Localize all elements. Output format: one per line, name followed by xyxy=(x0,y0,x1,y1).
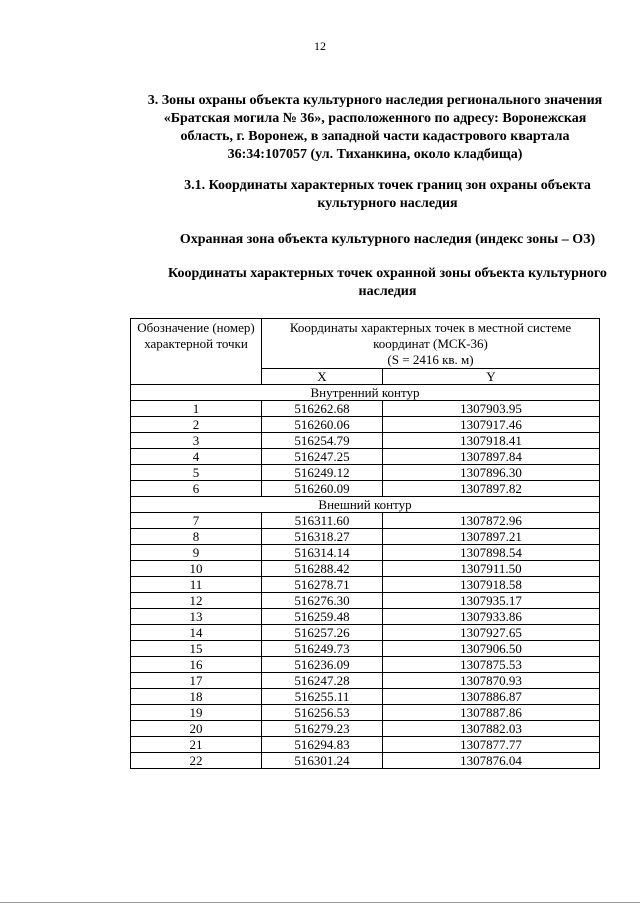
point-number-cell: 12 xyxy=(131,593,262,609)
x-coordinate-cell: 516260.06 xyxy=(262,417,383,433)
header-y: Y xyxy=(383,369,600,385)
header-coords-cell xyxy=(262,319,600,369)
y-coordinate-cell: 1307918.58 xyxy=(383,577,600,593)
y-coordinate-cell: 1307872.96 xyxy=(383,513,600,529)
table-row xyxy=(131,433,600,449)
x-coordinate-cell: 516247.25 xyxy=(262,449,383,465)
point-number-cell: 20 xyxy=(131,721,262,737)
y-coordinate-cell: 1307897.82 xyxy=(383,481,600,497)
y-coordinate-cell: 1307882.03 xyxy=(383,721,600,737)
y-coordinate-cell: 1307886.87 xyxy=(383,689,600,705)
table-row xyxy=(131,561,600,577)
table-row xyxy=(131,737,600,753)
x-coordinate-cell: 516255.11 xyxy=(262,689,383,705)
point-number-cell: 14 xyxy=(131,625,262,641)
table-row xyxy=(131,641,600,657)
x-coordinate-cell: 516288.42 xyxy=(262,561,383,577)
coordinates-table xyxy=(130,318,600,769)
y-coordinate-cell: 1307897.21 xyxy=(383,529,600,545)
x-coordinate-cell: 516314.14 xyxy=(262,545,383,561)
table-header-row xyxy=(131,319,600,369)
header-x: X xyxy=(262,369,383,385)
y-coordinate-cell: 1307918.41 xyxy=(383,433,600,449)
y-coordinate-cell: 1307903.95 xyxy=(383,401,600,417)
x-coordinate-cell: 516254.79 xyxy=(262,433,383,449)
table-row xyxy=(131,417,600,433)
point-number-cell: 19 xyxy=(131,705,262,721)
table-row xyxy=(131,657,600,673)
point-number-cell: 21 xyxy=(131,737,262,753)
table-row xyxy=(131,449,600,465)
page-bottom-rule xyxy=(0,902,640,903)
contour-label-row xyxy=(131,385,600,401)
y-coordinate-cell: 1307875.53 xyxy=(383,657,600,673)
point-number-cell: 3 xyxy=(131,433,262,449)
x-coordinate-cell: 516311.60 xyxy=(262,513,383,529)
point-number-cell: 4 xyxy=(131,449,262,465)
header-coords-line1: Координаты характерных точек в местной системе координат (МСК-36) xyxy=(289,320,572,351)
header-point-cell: Обозначение (номер) характерной точки xyxy=(131,319,262,385)
table-row xyxy=(131,609,600,625)
contour-label-row xyxy=(131,497,600,513)
x-coordinate-cell: 516259.48 xyxy=(262,609,383,625)
x-coordinate-cell: 516236.09 xyxy=(262,657,383,673)
y-coordinate-cell: 1307927.65 xyxy=(383,625,600,641)
table-row xyxy=(131,465,600,481)
table-row xyxy=(131,577,600,593)
table-row xyxy=(131,593,600,609)
table-title: Координаты характерных точек охранной зоны объекта культурного наследия xyxy=(168,266,607,299)
section-3-1-title: 3.1. Координаты характерных точек границ зон охраны объекта культурного наследия xyxy=(184,178,591,211)
x-coordinate-cell: 516249.73 xyxy=(262,641,383,657)
point-number-cell: 2 xyxy=(131,417,262,433)
y-coordinate-cell: 1307917.46 xyxy=(383,417,600,433)
x-coordinate-cell: 516276.30 xyxy=(262,593,383,609)
x-coordinate-cell: 516318.27 xyxy=(262,529,383,545)
y-coordinate-cell: 1307898.54 xyxy=(383,545,600,561)
table-row xyxy=(131,513,600,529)
x-coordinate-cell: 516260.09 xyxy=(262,481,383,497)
contour-label: Внешний контур xyxy=(131,497,600,513)
header-coords-area: (S = 2416 кв. м) xyxy=(387,352,474,367)
point-number-cell: 16 xyxy=(131,657,262,673)
page-number: 12 xyxy=(314,39,326,53)
x-coordinate-cell: 516294.83 xyxy=(262,737,383,753)
point-number-cell: 22 xyxy=(131,753,262,769)
point-number-cell: 17 xyxy=(131,673,262,689)
point-number-cell: 13 xyxy=(131,609,262,625)
point-number-cell: 5 xyxy=(131,465,262,481)
y-coordinate-cell: 1307896.30 xyxy=(383,465,600,481)
point-number-cell: 8 xyxy=(131,529,262,545)
x-coordinate-cell: 516279.23 xyxy=(262,721,383,737)
point-number-cell: 18 xyxy=(131,689,262,705)
y-coordinate-cell: 1307870.93 xyxy=(383,673,600,689)
x-coordinate-cell: 516247.28 xyxy=(262,673,383,689)
y-coordinate-cell: 1307877.77 xyxy=(383,737,600,753)
contour-label: Внутренний контур xyxy=(131,385,600,401)
point-number-cell: 10 xyxy=(131,561,262,577)
section-3-title: 3. Зоны охраны объекта культурного наследия регионального значения «Братская могила № 36», расположенного по адресу: Воронежская область, г. Воронеж, в западной части кадастрового квартала 36:34:107057 (ул. Тиханкина, около кладбища) xyxy=(147,93,603,162)
table-row xyxy=(131,705,600,721)
x-coordinate-cell: 516257.26 xyxy=(262,625,383,641)
x-coordinate-cell: 516256.53 xyxy=(262,705,383,721)
x-coordinate-cell: 516249.12 xyxy=(262,465,383,481)
table-row xyxy=(131,689,600,705)
x-coordinate-cell: 516278.71 xyxy=(262,577,383,593)
x-coordinate-cell: 516301.24 xyxy=(262,753,383,769)
table-row xyxy=(131,625,600,641)
table-row xyxy=(131,545,600,561)
y-coordinate-cell: 1307933.86 xyxy=(383,609,600,625)
table-row xyxy=(131,673,600,689)
y-coordinate-cell: 1307906.50 xyxy=(383,641,600,657)
point-number-cell: 7 xyxy=(131,513,262,529)
y-coordinate-cell: 1307887.86 xyxy=(383,705,600,721)
y-coordinate-cell: 1307897.84 xyxy=(383,449,600,465)
point-number-cell: 1 xyxy=(131,401,262,417)
table-row xyxy=(131,529,600,545)
y-coordinate-cell: 1307911.50 xyxy=(383,561,600,577)
table-row xyxy=(131,753,600,769)
table-row xyxy=(131,481,600,497)
point-number-cell: 15 xyxy=(131,641,262,657)
table-row xyxy=(131,721,600,737)
point-number-cell: 9 xyxy=(131,545,262,561)
point-number-cell: 6 xyxy=(131,481,262,497)
point-number-cell: 11 xyxy=(131,577,262,593)
table-row xyxy=(131,401,600,417)
zone-title: Охранная зона объекта культурного наследия (индекс зоны – ОЗ) xyxy=(179,232,596,247)
y-coordinate-cell: 1307935.17 xyxy=(383,593,600,609)
y-coordinate-cell: 1307876.04 xyxy=(383,753,600,769)
x-coordinate-cell: 516262.68 xyxy=(262,401,383,417)
